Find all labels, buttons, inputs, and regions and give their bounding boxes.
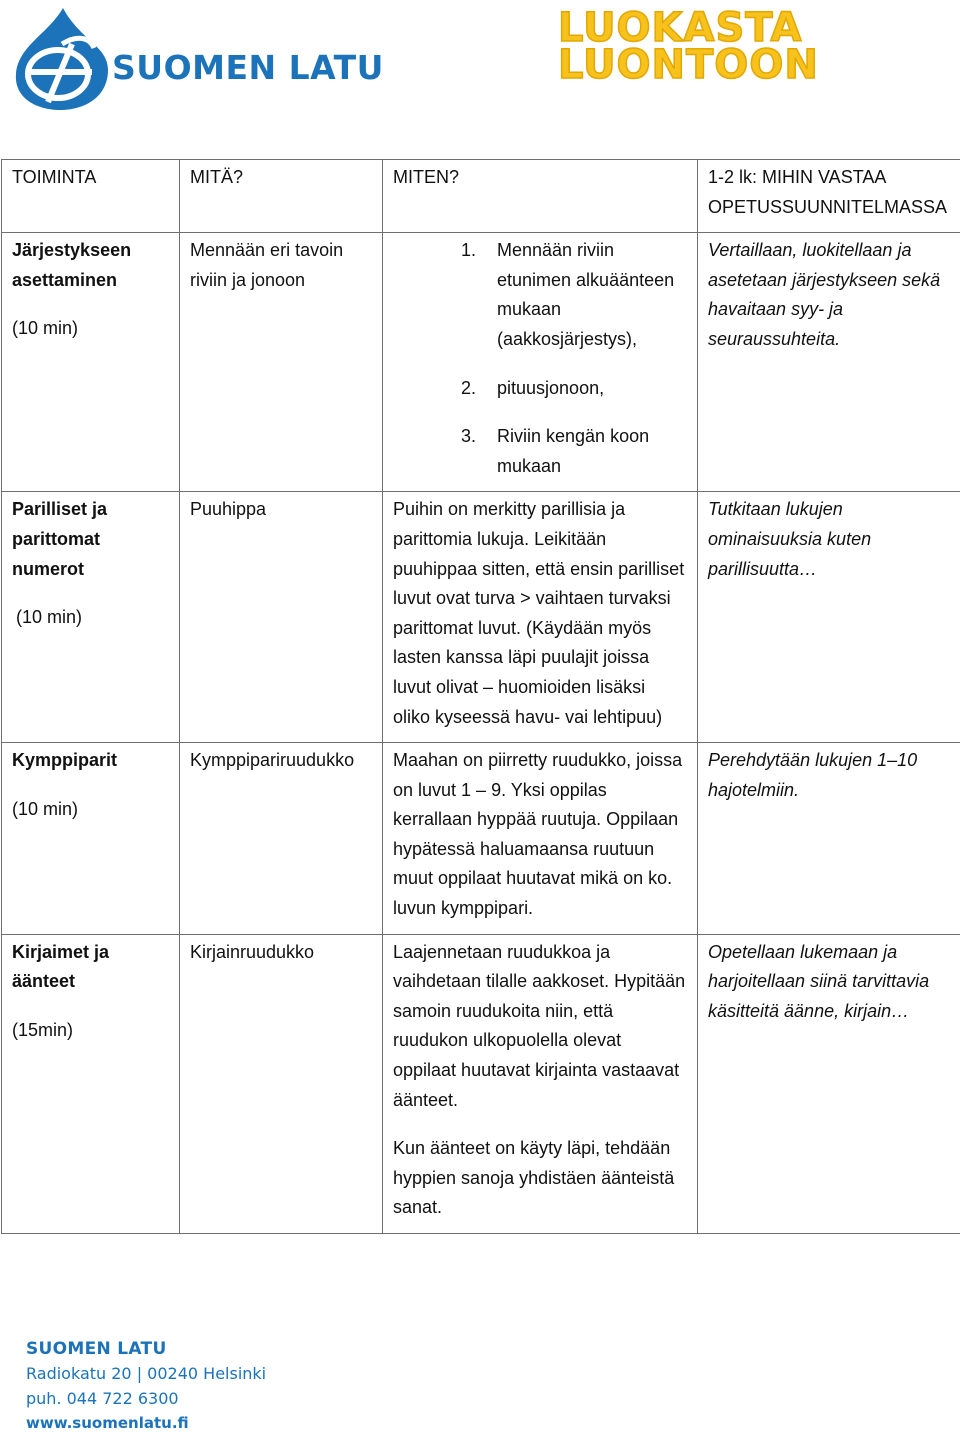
activity-duration: (15min) (12, 1016, 169, 1046)
logo-right-line2: LUONTOON (558, 47, 808, 84)
footer-org: SUOMEN LATU (26, 1337, 266, 1361)
list-item (393, 374, 687, 404)
header-how: MITEN? (383, 160, 698, 233)
lesson-plan-table (1, 159, 960, 1234)
curriculum-cell: Vertaillaan, luokitellaan ja asetetaan järjestykseen sekä havaitaan syy- ja seuraussuhteita. (698, 233, 960, 492)
how-extra-text: Kun äänteet on käyty läpi, tehdään hyppien sanoja yhdistäen äänteistä sanat. (393, 1134, 687, 1223)
curriculum-cell: Opetellaan lukemaan ja harjoitellaan siinä tarvittavia käsitteitä äänne, kirjain… (698, 934, 960, 1233)
activity-duration: (10 min) (12, 795, 169, 825)
header-activity: TOIMINTA (2, 160, 180, 233)
footer-website-link[interactable]: www.suomenlatu.fi (26, 1411, 266, 1436)
how-cell: Puihin on merkitty parillisia ja parittomia lukuja. Leikitään puuhippaa sitten, että ensin parilliset luvut ovat turva > vaihtaen turvaksi parittomat luvut. (Käydään myös lasten kanssa läpi puulajit joissa luvut olivat – huomioiden lisäksi oliko kyseessä havu- vai lehtipuu) (383, 492, 698, 743)
logo-left-text: SUOMEN LATU (112, 48, 384, 87)
step-number: 2. (461, 374, 476, 404)
step-number: 3. (461, 422, 476, 452)
activity-title: Järjestykseen asettaminen (12, 236, 169, 295)
curriculum-cell: Tutkitaan lukujen ominaisuuksia kuten parillisuutta… (698, 492, 960, 743)
logo-right-line1: LUOKASTA (558, 10, 808, 47)
activity-cell (2, 743, 180, 935)
activity-duration: (10 min) (12, 603, 169, 633)
how-cell: Maahan on piirretty ruudukko, joissa on luvut 1 – 9. Yksi oppilas kerrallaan hyppää ruutuja. Oppilaan hypätessä haluamaansa ruutuun muut oppilaat huutavat mikä on ko. luvun kymppipari. (383, 743, 698, 935)
what-cell: Mennään eri tavoin riviin ja jonoon (180, 233, 383, 492)
footer-phone: puh. 044 722 6300 (26, 1386, 266, 1411)
step-text: Riviin kengän koon mukaan (497, 426, 649, 476)
table-row (2, 743, 960, 935)
footer-address: Radiokatu 20 | 00240 Helsinki (26, 1361, 266, 1386)
curriculum-cell: Perehdytään lukujen 1–10 hajotelmiin. (698, 743, 960, 935)
luokasta-luontoon-logo (558, 10, 808, 84)
how-steps-list (393, 236, 687, 481)
what-cell: Kirjainruudukko (180, 934, 383, 1233)
what-cell: Kymppipariruudukko (180, 743, 383, 935)
table-row (2, 492, 960, 743)
step-text: pituusjonoon, (497, 378, 604, 398)
suomen-latu-logo (8, 4, 368, 112)
suomen-latu-emblem-icon (8, 4, 118, 112)
activity-title: Kymppiparit (12, 746, 169, 776)
activity-cell (2, 492, 180, 743)
activity-cell (2, 233, 180, 492)
table-header-row (2, 160, 960, 233)
how-cell (383, 233, 698, 492)
how-cell (383, 934, 698, 1233)
table-row (2, 934, 960, 1233)
activity-cell (2, 934, 180, 1233)
step-number: 1. (461, 236, 476, 266)
how-text: Laajennetaan ruudukkoa ja vaihdetaan tilalle aakkoset. Hypitään samoin ruudukoita niin, että ruudukon ulkopuolella olevat oppilaat huutavat kirjainta vastaavat äänteet. (393, 938, 687, 1116)
header-curriculum: 1-2 lk: MIHIN VASTAA OPETUSSUUNNITELMASSA (698, 160, 960, 233)
activity-title: Parilliset ja parittomat numerot (12, 495, 169, 584)
step-text: Mennään riviin etunimen alkuäänteen mukaan (aakkosjärjestys), (497, 240, 674, 349)
header-what: MITÄ? (180, 160, 383, 233)
activity-title: Kirjaimet ja äänteet (12, 938, 169, 997)
list-item (393, 236, 687, 354)
footer (26, 1337, 266, 1436)
list-item (393, 422, 687, 481)
what-cell: Puuhippa (180, 492, 383, 743)
activity-duration: (10 min) (12, 314, 169, 344)
table-row (2, 233, 960, 492)
